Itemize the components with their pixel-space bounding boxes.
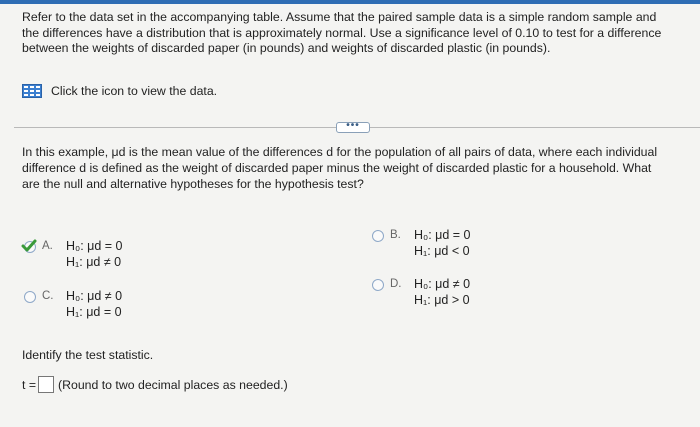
answer-hint: (Round to two decimal places as needed.) bbox=[58, 377, 288, 392]
answer-row bbox=[22, 376, 288, 393]
option-d-h1: H₁: μd > 0 bbox=[414, 293, 470, 307]
option-c[interactable] bbox=[24, 289, 184, 323]
question-line-1: In this example, μd is the mean value of the differences d for the population of all pairs of data, where each individual bbox=[22, 145, 658, 159]
option-d-radio[interactable] bbox=[372, 279, 384, 291]
answer-prefix: t = bbox=[22, 377, 37, 392]
question-line-2: difference d is defined as the weight of discarded paper minus the weight of discarded plastic for a household. What bbox=[22, 161, 652, 175]
expand-more-button[interactable]: ••• bbox=[336, 122, 370, 133]
intro-line-1: Refer to the data set in the accompanying table. Assume that the paired sample data is a simple random sample and bbox=[22, 10, 657, 24]
test-statistic-input[interactable] bbox=[38, 376, 54, 393]
table-grid-icon[interactable] bbox=[22, 84, 42, 98]
top-accent-bar bbox=[0, 0, 700, 4]
checkmark-icon bbox=[21, 238, 37, 254]
identify-prompt: Identify the test statistic. bbox=[22, 348, 154, 362]
option-c-radio[interactable] bbox=[24, 291, 36, 303]
option-a-h0: H₀: μd = 0 bbox=[66, 239, 123, 253]
option-b-h0: H₀: μd = 0 bbox=[414, 228, 471, 242]
option-a-h1: H₁: μd ≠ 0 bbox=[66, 255, 122, 269]
option-c-h1: H₁: μd = 0 bbox=[66, 305, 122, 319]
problem-intro bbox=[22, 10, 692, 57]
option-b[interactable] bbox=[372, 228, 532, 262]
view-data-label[interactable]: Click the icon to view the data. bbox=[51, 84, 218, 98]
option-b-h1: H₁: μd < 0 bbox=[414, 244, 470, 258]
option-c-h0: H₀: μd ≠ 0 bbox=[66, 289, 123, 303]
option-a-letter: A. bbox=[42, 240, 53, 252]
option-b-letter: B. bbox=[390, 229, 401, 241]
option-b-radio[interactable] bbox=[372, 230, 384, 242]
intro-line-3: between the weights of discarded paper (in pounds) and weights of discarded plastic (in pounds). bbox=[22, 41, 551, 55]
question-text bbox=[22, 144, 694, 192]
option-a[interactable] bbox=[24, 239, 184, 273]
option-d-letter: D. bbox=[390, 278, 402, 290]
option-d-h0: H₀: μd ≠ 0 bbox=[414, 277, 471, 291]
intro-line-2: the differences have a distribution that is approximately normal. Use a significance level of 0.10 to test for a difference bbox=[22, 25, 662, 40]
option-d[interactable] bbox=[372, 277, 532, 311]
view-data-link[interactable] bbox=[22, 84, 217, 98]
question-line-3: are the null and alternative hypotheses for the hypothesis test? bbox=[22, 177, 364, 191]
option-c-letter: C. bbox=[42, 290, 54, 302]
